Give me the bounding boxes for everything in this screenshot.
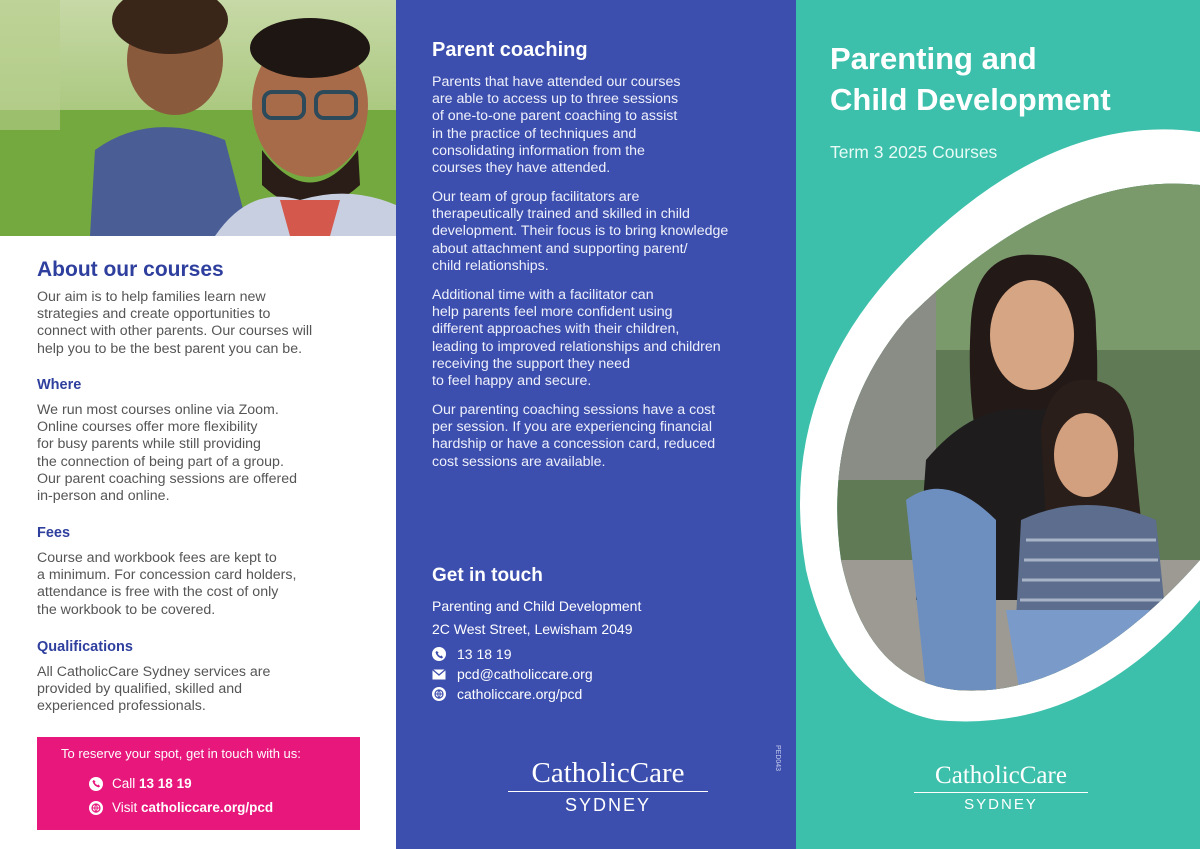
qualifications-title: Qualifications [37,639,133,655]
p2-line: Our team of group facilitators are [432,189,640,205]
term-subtitle: Term 3 2025 Courses [830,142,998,162]
coaching-paragraph-2 [432,189,772,275]
coaching-paragraph-1 [432,74,772,177]
catholiccare-logo-right [914,762,1088,813]
where-line: Our parent coaching sessions are offered [37,470,297,487]
phone-row[interactable] [432,646,512,662]
photo-figures [0,0,396,236]
publication-code: PED043 [774,745,781,772]
fees-line: attendance is free with the cost of only [37,584,279,601]
parent-coaching-title: Parent coaching [432,39,588,61]
call-prefix: Call [112,776,136,791]
p1-line: of one-to-one parent coaching to assist [432,108,678,125]
qual-line: experienced professionals. [37,698,206,715]
where-text [37,402,367,505]
phone-icon [432,647,446,661]
get-in-touch-title: Get in touch [432,565,543,586]
logo-rule [914,792,1088,793]
about-line: Our aim is to help families learn new [37,289,266,305]
where-line: in-person and online. [37,488,170,505]
qual-line: provided by qualified, skilled and [37,681,243,698]
p1-line: Parents that have attended our courses [432,74,681,90]
web-row[interactable] [432,686,582,702]
p2-line: child relationships. [432,257,549,274]
p4-line: cost sessions are available. [432,453,606,470]
p1-line: are able to access up to three sessions [432,91,679,108]
mother-daughter-photo [796,0,1200,849]
p3-line: receiving the support they need [432,355,630,372]
p1-line: in the practice of techniques and [432,125,637,142]
logo-wordmark: CatholicCare [935,762,1067,789]
p1-line: courses they have attended. [432,160,611,177]
where-title: Where [37,377,82,393]
p2-line: about attachment and supporting parent/ [432,240,688,257]
logo-sydney: SYDNEY [564,795,652,815]
title-line-2: Child Development [830,82,1111,117]
visit-prefix: Visit [112,800,138,815]
where-line: for busy parents while still providing [37,436,261,453]
fees-line: a minimum. For concession card holders, [37,567,297,584]
catholiccare-logo [508,757,708,816]
p3-line: to feel happy and secure. [432,373,592,390]
call-number[interactable]: 13 18 19 [139,776,192,791]
reserve-callout [37,737,360,830]
visit-row[interactable] [89,800,273,815]
org-name: Parenting and Child Development [432,598,642,614]
where-line: We run most courses online via Zoom. [37,402,279,418]
p2-line: therapeutically trained and skilled in child [432,206,690,223]
qualifications-text [37,664,367,716]
visit-link[interactable]: catholiccare.org/pcd [141,800,274,815]
email-address[interactable]: pcd@catholiccare.org [457,666,593,682]
where-line: the connection of being part of a group. [37,453,284,470]
coaching-paragraph-3 [432,287,772,390]
p4-line: per session. If you are experiencing financial [432,419,712,436]
email-row[interactable] [432,666,593,682]
p3-line: help parents feel more confident using [432,304,673,321]
call-row[interactable] [89,776,192,791]
p4-line: hardship or have a concession card, reduced [432,436,716,453]
left-panel [0,0,396,849]
fees-line: the workbook to be covered. [37,601,216,618]
about-line: connect with other parents. Our courses will [37,323,313,340]
p4-line: Our parenting coaching sessions have a cost [432,402,716,418]
title-line-1: Parenting and [830,41,1037,76]
p3-line: different approaches with their children, [432,321,680,338]
p2-line: development. Their focus is to bring knowledge [432,223,729,240]
p3-line: Additional time with a facilitator can [432,287,654,303]
coaching-paragraph-4 [432,402,772,471]
about-line: help you to be the best parent you can be. [37,340,303,357]
mail-icon [432,669,446,680]
father-son-photo [0,0,396,236]
where-line: Online courses offer more flexibility [37,419,258,436]
p1-line: consolidating information from the [432,142,645,159]
right-panel [796,0,1200,849]
about-line: strategies and create opportunities to [37,306,271,323]
about-title: About our courses [37,258,224,281]
globe-icon [432,687,446,701]
phone-icon [89,777,103,791]
fees-line: Course and workbook fees are kept to [37,550,277,566]
logo-sydney: SYDNEY [964,796,1038,813]
address: 2C West Street, Lewisham 2049 [432,621,633,637]
brochure-title [830,38,1111,120]
about-text [37,289,367,358]
phone-number[interactable]: 13 18 19 [457,646,512,662]
website-link[interactable]: catholiccare.org/pcd [457,686,583,702]
logo-rule [508,791,708,792]
p3-line: leading to improved relationships and children [432,338,721,355]
globe-icon [89,801,103,815]
logo-wordmark: CatholicCare [531,757,685,789]
fees-title: Fees [37,525,71,541]
reserve-callout-title: To reserve your spot, get in touch with us: [61,746,301,761]
fees-text [37,550,367,619]
middle-panel [396,0,796,849]
qual-line: All CatholicCare Sydney services are [37,664,271,680]
